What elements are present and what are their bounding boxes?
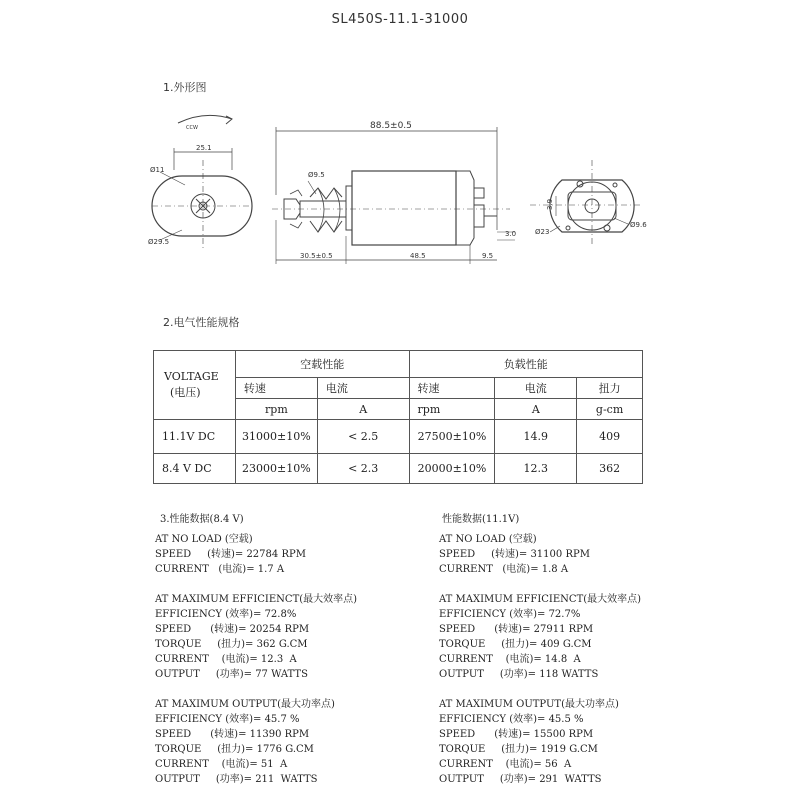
perf-line: AT NO LOAD (空载)	[155, 534, 253, 545]
spacer	[439, 682, 709, 697]
dim-left-dia: Ø11	[150, 166, 165, 174]
dim-front-width: 25.1	[196, 144, 212, 152]
dim-rear-len: 9.5	[482, 252, 494, 260]
col-current: 电流	[317, 378, 409, 399]
unit-a-load: A	[495, 399, 577, 420]
motor-outline-drawing	[0, 95, 800, 275]
perf-line: AT MAXIMUM EFFICIENCT(最大效率点)	[439, 594, 642, 605]
table-row	[154, 454, 643, 484]
dim-rear-hole: Ø9.6	[630, 221, 647, 229]
perf-line: CURRENT (电流)= 1.7 A	[155, 564, 285, 575]
perf-line: AT NO LOAD (空载)	[439, 534, 537, 545]
col-speed-load: 转速	[409, 378, 495, 399]
perf-block-11v1	[439, 532, 709, 787]
col-torque: 扭力	[577, 378, 643, 399]
unit-gcm: g-cm	[577, 399, 643, 420]
perf-line: SPEED (转速)= 31100 RPM	[439, 549, 590, 560]
row-load-current: 12.3	[495, 454, 577, 484]
outline-drawing-svg	[0, 95, 800, 275]
perf-line: OUTPUT (功率)= 211 WATTS	[155, 774, 318, 785]
perf-line: OUTPUT (功率)= 77 WATTS	[155, 669, 308, 680]
electrical-spec-table	[153, 350, 643, 484]
row-load-current: 14.9	[495, 420, 577, 454]
row-torque: 409	[577, 420, 643, 454]
dim-body-dia: Ø29.5	[148, 238, 170, 246]
no-load-header: 空载性能	[235, 351, 409, 378]
dim-rear-dia: Ø23	[535, 228, 550, 236]
perf-line: AT MAXIMUM OUTPUT(最大功率点)	[155, 699, 335, 710]
col-speed: 转速	[235, 378, 317, 399]
row-no-load-speed: 23000±10%	[235, 454, 317, 484]
perf-line: AT MAXIMUM EFFICIENCT(最大效率点)	[155, 594, 358, 605]
spacer	[439, 577, 709, 592]
side-view	[272, 127, 515, 264]
unit-a: A	[317, 399, 409, 420]
col-current-load: 电流	[495, 378, 577, 399]
spacer	[155, 682, 425, 697]
perf-heading-right: 性能数据(11.1V)	[442, 514, 520, 525]
perf-line: CURRENT (电流)= 14.8 A	[439, 654, 581, 665]
dim-total-length: 88.5±0.5	[370, 121, 412, 131]
table-row	[154, 420, 643, 454]
unit-rpm: rpm	[235, 399, 317, 420]
perf-line: OUTPUT (功率)= 291 WATTS	[439, 774, 602, 785]
perf-line: TORQUE (扭力)= 409 G.CM	[439, 639, 592, 650]
perf-line: EFFICIENCY (效率)= 72.8%	[155, 609, 297, 620]
row-no-load-current: < 2.3	[317, 454, 409, 484]
perf-line: EFFICIENCY (效率)= 72.7%	[439, 609, 581, 620]
section-1-heading: 1.外形图	[163, 81, 207, 94]
perf-line: EFFICIENCY (效率)= 45.5 %	[439, 714, 584, 725]
row-load-speed: 27500±10%	[409, 420, 495, 454]
rotation-label: CCW	[186, 125, 198, 131]
voltage-header-cn: (电压)	[170, 386, 201, 399]
load-header: 负载性能	[409, 351, 642, 378]
unit-rpm-load: rpm	[409, 399, 495, 420]
dim-shaft-dia: Ø9.5	[308, 171, 325, 179]
perf-line: TORQUE (扭力)= 362 G.CM	[155, 639, 308, 650]
perf-line: SPEED (转速)= 22784 RPM	[155, 549, 306, 560]
perf-line: CURRENT (电流)= 1.8 A	[439, 564, 569, 575]
voltage-header-cell	[154, 351, 236, 420]
perf-line: TORQUE (扭力)= 1776 G.CM	[155, 744, 314, 755]
dim-body-len: 48.5	[410, 252, 426, 260]
perf-line: TORQUE (扭力)= 1919 G.CM	[439, 744, 598, 755]
spacer	[155, 577, 425, 592]
row-torque: 362	[577, 454, 643, 484]
perf-line: AT MAXIMUM OUTPUT(最大功率点)	[439, 699, 619, 710]
row-load-speed: 20000±10%	[409, 454, 495, 484]
perf-heading-left: 3.性能数据(8.4 V)	[160, 514, 244, 525]
perf-block-8v4	[155, 532, 425, 787]
dim-terminal-h: 3.0	[505, 230, 517, 238]
row-voltage: 8.4 V DC	[154, 454, 236, 484]
perf-line: SPEED (转速)= 15500 RPM	[439, 729, 594, 740]
perf-line: OUTPUT (功率)= 118 WATTS	[439, 669, 599, 680]
document-title: SL450S-11.1-31000	[331, 12, 469, 27]
perf-line: SPEED (转速)= 27911 RPM	[439, 624, 594, 635]
voltage-header: VOLTAGE	[164, 370, 219, 383]
row-no-load-speed: 31000±10%	[235, 420, 317, 454]
perf-line: SPEED (转速)= 11390 RPM	[155, 729, 310, 740]
perf-line: CURRENT (电流)= 12.3 A	[155, 654, 297, 665]
dim-rear-height: 3.9	[546, 198, 554, 210]
row-no-load-current: < 2.5	[317, 420, 409, 454]
perf-line: CURRENT (电流)= 51 A	[155, 759, 288, 770]
row-voltage: 11.1V DC	[154, 420, 236, 454]
perf-line: CURRENT (电流)= 56 A	[439, 759, 572, 770]
front-view	[152, 115, 252, 250]
perf-line: EFFICIENCY (效率)= 45.7 %	[155, 714, 300, 725]
table-header-row	[154, 351, 643, 378]
perf-line: SPEED (转速)= 20254 RPM	[155, 624, 310, 635]
dim-front-len: 30.5±0.5	[300, 252, 333, 260]
section-2-heading: 2.电气性能规格	[163, 316, 240, 329]
